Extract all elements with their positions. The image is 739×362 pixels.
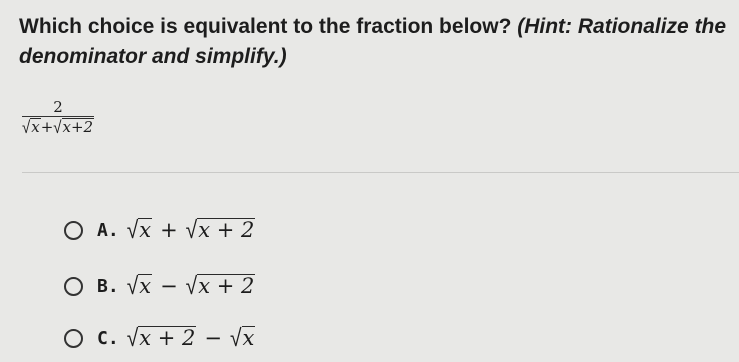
- question-hint: (Hint: Rationalize the denominator and simplify.): [19, 15, 727, 68]
- choice-letter: C.: [97, 327, 119, 349]
- choice-letter: B.: [97, 275, 119, 297]
- radio-c[interactable]: [64, 329, 83, 348]
- divider: [22, 172, 739, 173]
- radio-a[interactable]: [64, 221, 83, 240]
- choice-expression: √x + √x + 2: [126, 215, 255, 244]
- choice-c[interactable]: [64, 323, 255, 353]
- choice-b[interactable]: [64, 271, 255, 301]
- choice-expression: √x − √x + 2: [126, 271, 255, 300]
- choice-letter: A.: [97, 219, 119, 241]
- given-fraction: [22, 99, 94, 136]
- radio-b[interactable]: [64, 277, 83, 296]
- question-prompt: Which choice is equivalent to the fraction below?: [19, 15, 518, 38]
- choice-a[interactable]: [64, 215, 255, 245]
- sqrt-x-plus-2: √x+2: [53, 116, 94, 138]
- fraction-denominator: √x+√x+2: [22, 116, 94, 138]
- choice-expression: √x + 2 − √x: [126, 323, 255, 352]
- sqrt-x: √x: [22, 116, 40, 138]
- question-text: [19, 12, 729, 72]
- fraction-numerator: 2: [53, 98, 63, 116]
